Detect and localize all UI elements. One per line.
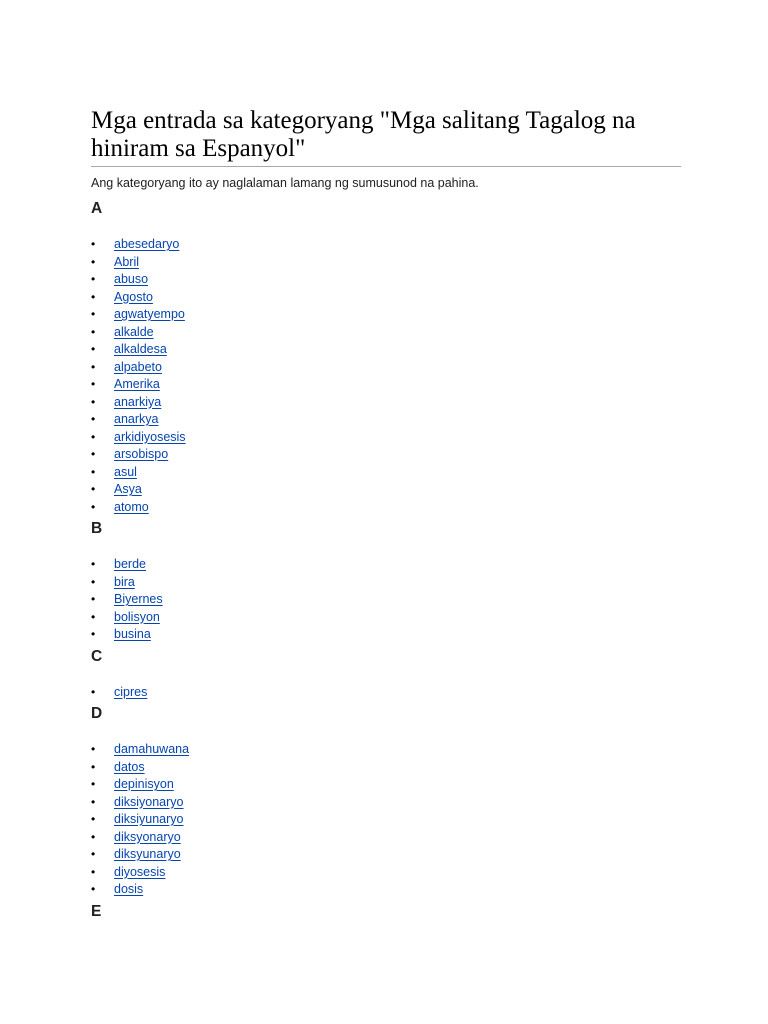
list-item <box>91 591 681 609</box>
entry-link[interactable]: alkaldesa <box>114 342 167 356</box>
section-heading: D <box>91 705 103 722</box>
bullet-icon: • <box>91 394 96 409</box>
bullet-icon: • <box>91 742 96 756</box>
list-item <box>91 254 681 272</box>
entry-list <box>91 556 681 644</box>
section-b <box>91 519 681 644</box>
category-intro: Ang kategoryang ito ay naglalaman lamang ng sumusunod na pahina. <box>91 176 479 190</box>
bullet-icon: • <box>91 882 96 896</box>
list-item <box>91 289 681 307</box>
list-item <box>91 306 681 324</box>
bullet-icon: • <box>91 412 96 426</box>
section-heading: C <box>91 647 103 665</box>
entry-link[interactable]: arkidiyosesis <box>114 429 186 444</box>
bullet-icon: • <box>91 482 96 496</box>
list-item <box>91 556 681 574</box>
entry-list <box>91 741 681 899</box>
entry-link[interactable]: Abril <box>114 254 140 269</box>
list-item <box>91 574 681 592</box>
list-item <box>91 359 681 377</box>
bullet-icon: • <box>91 289 96 304</box>
bullet-icon: • <box>91 627 96 641</box>
section-e <box>91 902 681 921</box>
list-item <box>91 481 681 499</box>
list-item <box>91 446 681 464</box>
bullet-icon: • <box>91 759 96 774</box>
entry-link[interactable]: diyosesis <box>114 864 166 879</box>
entry-link[interactable]: Asya <box>114 482 142 496</box>
entry-link[interactable]: dosis <box>114 882 144 896</box>
bullet-icon: • <box>91 307 96 321</box>
list-item <box>91 341 681 359</box>
page-content <box>91 107 681 921</box>
entry-link[interactable]: diksiyunaryo <box>114 812 184 826</box>
entry-link[interactable]: depinisyon <box>114 777 174 791</box>
bullet-icon: • <box>91 447 96 461</box>
entry-link[interactable]: Amerika <box>114 377 160 391</box>
list-item <box>91 759 681 777</box>
bullet-icon: • <box>91 574 96 589</box>
section-heading: A <box>91 200 103 217</box>
bullet-icon: • <box>91 499 96 514</box>
bullet-icon: • <box>91 684 96 699</box>
entry-link[interactable]: damahuwana <box>114 742 190 756</box>
list-item <box>91 236 681 254</box>
entry-link[interactable]: alkalde <box>114 324 154 339</box>
list-item <box>91 499 681 517</box>
entry-link[interactable]: diksiyonaryo <box>114 794 184 809</box>
entry-link[interactable]: busina <box>114 627 151 641</box>
list-item <box>91 811 681 829</box>
bullet-icon: • <box>91 847 96 861</box>
entry-link[interactable]: anarkiya <box>114 394 162 409</box>
entry-link[interactable]: arsobispo <box>114 447 169 461</box>
entry-list <box>91 236 681 516</box>
section-c <box>91 647 681 702</box>
entry-link[interactable]: asul <box>114 464 137 479</box>
entry-link[interactable]: cipres <box>114 684 148 699</box>
section-heading: E <box>91 902 102 920</box>
list-item <box>91 741 681 759</box>
list-item <box>91 324 681 342</box>
bullet-icon: • <box>91 272 96 286</box>
entry-list <box>91 684 681 702</box>
section-d <box>91 704 681 899</box>
list-item <box>91 846 681 864</box>
category-sections <box>91 199 681 921</box>
entry-link[interactable]: bolisyon <box>114 609 160 624</box>
bullet-icon: • <box>91 592 96 606</box>
list-item <box>91 429 681 447</box>
entry-link[interactable]: diksyonaryo <box>114 829 181 844</box>
list-item <box>91 464 681 482</box>
list-item <box>91 829 681 847</box>
entry-link[interactable]: atomo <box>114 499 149 514</box>
list-item <box>91 376 681 394</box>
section-heading: B <box>91 520 103 537</box>
bullet-icon: • <box>91 829 96 844</box>
entry-link[interactable]: abesedaryo <box>114 237 180 251</box>
section-a <box>91 199 681 516</box>
entry-link[interactable]: agwatyempo <box>114 307 185 321</box>
entry-link[interactable]: abuso <box>114 272 149 286</box>
bullet-icon: • <box>91 557 96 571</box>
bullet-icon: • <box>91 464 96 479</box>
entry-link[interactable]: diksyunaryo <box>114 847 181 861</box>
page-title: Mga entrada sa kategoryang "Mga salitang Tagalog na hiniram sa Espanyol" <box>91 107 681 167</box>
bullet-icon: • <box>91 237 96 251</box>
entry-link[interactable]: Agosto <box>114 289 153 304</box>
bullet-icon: • <box>91 777 96 791</box>
entry-link[interactable]: anarkya <box>114 412 159 426</box>
entry-link[interactable]: Biyernes <box>114 592 163 606</box>
bullet-icon: • <box>91 324 96 339</box>
bullet-icon: • <box>91 342 96 356</box>
list-item <box>91 394 681 412</box>
bullet-icon: • <box>91 609 96 624</box>
entry-link[interactable]: berde <box>114 557 146 571</box>
bullet-icon: • <box>91 377 96 391</box>
entry-link[interactable]: alpabeto <box>114 359 162 374</box>
list-item <box>91 881 681 899</box>
list-item <box>91 609 681 627</box>
bullet-icon: • <box>91 254 96 269</box>
list-item <box>91 684 681 702</box>
bullet-icon: • <box>91 794 96 809</box>
bullet-icon: • <box>91 359 96 374</box>
list-item <box>91 411 681 429</box>
bullet-icon: • <box>91 864 96 879</box>
bullet-icon: • <box>91 812 96 826</box>
list-item <box>91 626 681 644</box>
entry-link[interactable]: bira <box>114 574 135 589</box>
list-item <box>91 794 681 812</box>
list-item <box>91 864 681 882</box>
entry-link[interactable]: datos <box>114 759 145 774</box>
list-item <box>91 271 681 289</box>
list-item <box>91 776 681 794</box>
bullet-icon: • <box>91 429 96 444</box>
